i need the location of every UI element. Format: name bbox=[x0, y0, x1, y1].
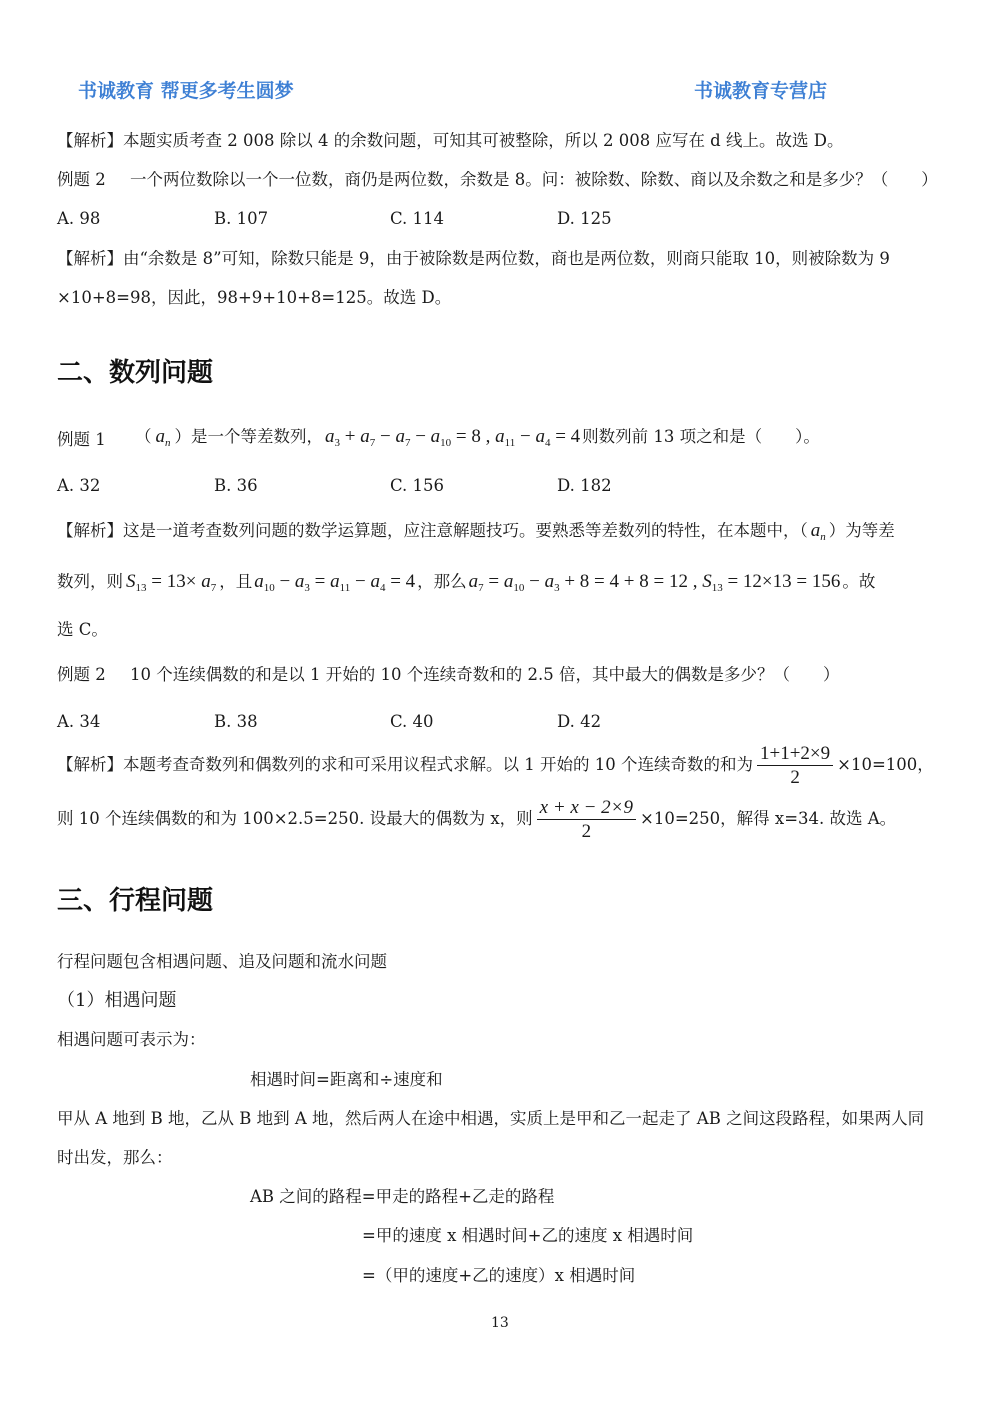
question-text: 一个两位数除以一个一位数，商仍是两位数，余数是 8。问：被除数、除数、商以及余数之和是多少？（ ） bbox=[130, 170, 938, 189]
analysis-paragraph: 【解析】本题实质考查 2 008 除以 4 的余数问题，可知其可被整除，所以 2 008 应写在 d 线上。故选 D。 bbox=[57, 131, 844, 150]
analysis-paragraph: 选 C。 bbox=[57, 620, 108, 639]
analysis-text: ×10=100， bbox=[837, 754, 934, 774]
question-label: 例题 2 bbox=[57, 665, 106, 684]
analysis-text: ，那么 bbox=[417, 572, 467, 591]
option-a: A. 34 bbox=[57, 712, 101, 731]
section-title: 三、行程问题 bbox=[57, 886, 214, 916]
fraction-denominator: 2 bbox=[581, 820, 592, 842]
formula: =（甲的速度+乙的速度）x 相遇时间 bbox=[362, 1266, 636, 1285]
paren-open: （ bbox=[135, 427, 152, 446]
option-c: C. 156 bbox=[390, 476, 445, 495]
question-text: 10 个连续偶数的和是以 1 开始的 10 个连续奇数和的 2.5 倍，其中最大的偶数是多少？（ ） bbox=[130, 665, 840, 684]
question-text-part: ）是一个等差数列， bbox=[174, 427, 323, 446]
analysis-paragraph bbox=[57, 741, 934, 789]
analysis-paragraph bbox=[57, 520, 895, 543]
intro-text: 行程问题包含相遇问题、追及问题和流水问题 bbox=[57, 952, 387, 971]
math-equation: $a_{10} - a_3 = a_{11} - a_4 = 4$ bbox=[254, 571, 416, 594]
fraction-denominator: 2 bbox=[790, 766, 800, 788]
analysis-paragraph: ×10+8=98，因此，98+9+10+8=125。故选 D。 bbox=[57, 288, 452, 307]
page-number: 13 bbox=[491, 1315, 509, 1331]
formula: =甲的速度 x 相遇时间+乙的速度 x 相遇时间 bbox=[362, 1226, 694, 1245]
section-title: 二、数列问题 bbox=[57, 358, 214, 388]
question-text bbox=[135, 426, 820, 449]
math-an: $a_n$ bbox=[155, 426, 171, 449]
question-text-part: 则数列前 13 项之和是（ ）。 bbox=[582, 427, 820, 446]
analysis-paragraph: 【解析】由“余数是 8”可知，除数只能是 9，由于被除数是两位数，商也是两位数，则商只能取 10，则被除数为 9 bbox=[57, 249, 890, 268]
option-a: A. 98 bbox=[57, 209, 101, 228]
analysis-text: 则 10 个连续偶数的和为 100×2.5=250. 设最大的偶数为 x，则 bbox=[57, 808, 533, 828]
analysis-text: 【解析】本题考查奇数列和偶数列的求和可采用议程式求解。以 1 开始的 10 个连续奇数的和为 bbox=[57, 754, 753, 774]
analysis-text: ，且 bbox=[219, 572, 253, 591]
fraction bbox=[757, 744, 833, 787]
option-b: B. 38 bbox=[214, 712, 258, 731]
option-a: A. 32 bbox=[57, 476, 101, 495]
math-equation: $a_7 = a_{10} - a_3 + 8 = 4 + 8 = 12$ , $S_{13} = 12\times 13 = 156$ bbox=[468, 571, 841, 594]
body-text: 甲从 A 地到 B 地，乙从 B 地到 A 地，然后两人在途中相遇，实质上是甲和乙一起走了 AB 之间这段路程，如果两人同 bbox=[57, 1109, 925, 1128]
analysis-text: 。故 bbox=[842, 572, 876, 591]
analysis-text: ）为等差 bbox=[828, 521, 895, 540]
question-label: 例题 1 bbox=[57, 430, 106, 449]
math-equation: $S_{13} = 13\times a_7$ bbox=[126, 571, 217, 594]
analysis-paragraph bbox=[57, 795, 896, 843]
option-b: B. 36 bbox=[214, 476, 258, 495]
option-d: D. 125 bbox=[557, 209, 612, 228]
header-right: 书诚教育专营店 bbox=[694, 80, 828, 102]
math-an: $a_n$ bbox=[810, 520, 826, 543]
analysis-paragraph bbox=[57, 571, 876, 594]
fraction-numerator: 1+1+2×9 bbox=[757, 744, 833, 766]
formula: 相遇时间=距离和÷速度和 bbox=[250, 1070, 443, 1089]
analysis-text: 【解析】这是一道考查数列问题的数学运算题，应注意解题技巧。要熟悉等差数列的特性，在本题中，（ bbox=[57, 521, 808, 540]
option-b: B. 107 bbox=[214, 209, 269, 228]
formula: AB 之间的路程=甲走的路程+乙走的路程 bbox=[250, 1187, 555, 1206]
option-d: D. 42 bbox=[557, 712, 602, 731]
math-equation: $a_3 + a_7 - a_7 - a_{10} = 8$ , $a_{11} - a_4 = 4$ bbox=[325, 426, 581, 449]
analysis-text: ×10=250，解得 x=34. 故选 A。 bbox=[640, 808, 897, 828]
body-text: 相遇问题可表示为： bbox=[57, 1030, 206, 1049]
body-text: 时出发，那么： bbox=[57, 1148, 173, 1167]
header-left: 书诚教育 帮更多考生圆梦 bbox=[78, 80, 294, 102]
fraction bbox=[537, 798, 636, 841]
fraction-numerator: x + x − 2×9 bbox=[537, 798, 636, 820]
question-label: 例题 2 bbox=[57, 170, 106, 189]
option-c: C. 114 bbox=[390, 209, 445, 228]
option-d: D. 182 bbox=[557, 476, 612, 495]
option-c: C. 40 bbox=[390, 712, 434, 731]
analysis-text: 数列，则 bbox=[57, 572, 123, 591]
subsection-title: （1）相遇问题 bbox=[57, 990, 177, 1011]
